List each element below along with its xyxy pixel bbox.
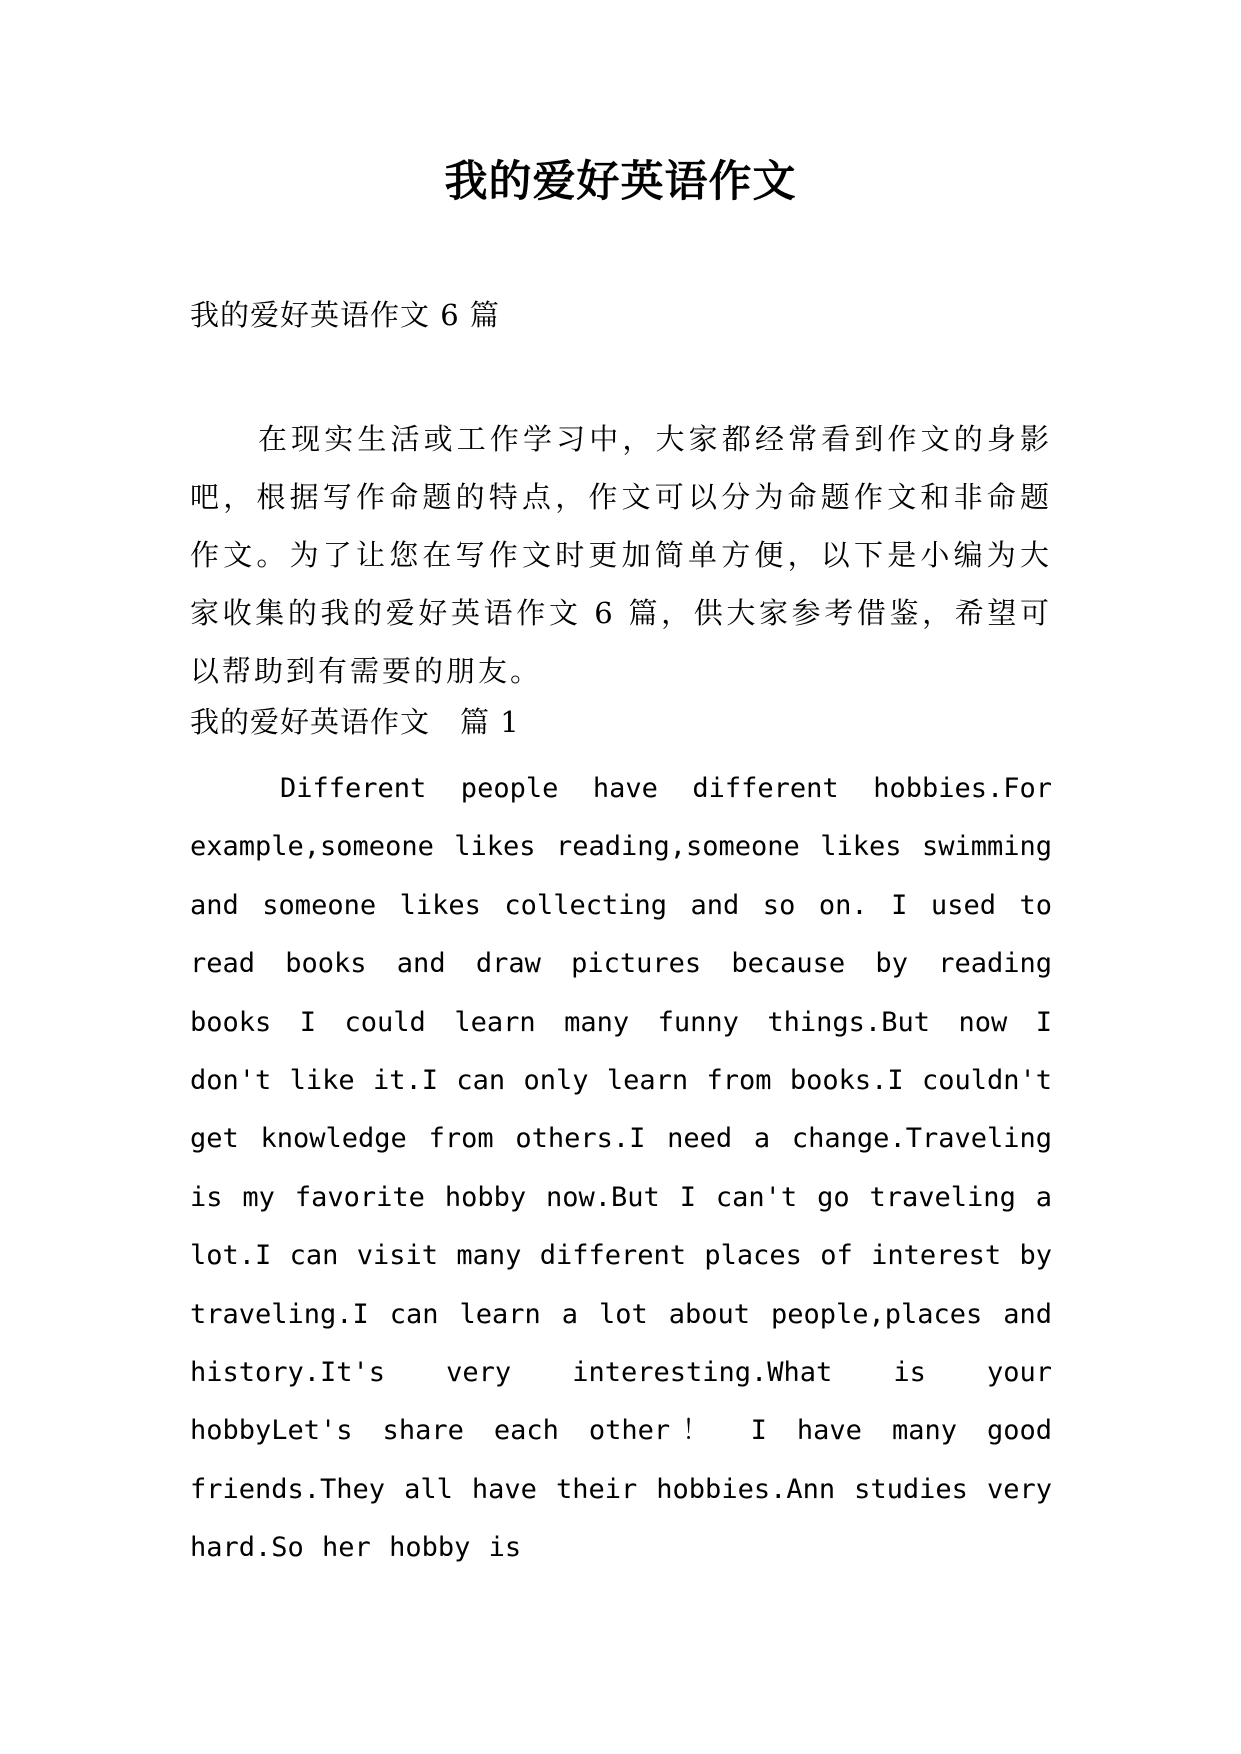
document-title: 我的爱好英语作文 [444,157,797,207]
document-subtitle: 我的爱好英语作文 6 篇 [190,298,500,332]
section-heading: 我的爱好英语作文 篇 1 [190,705,520,739]
intro-paragraph: 在现实生活或工作学习中，大家都经常看到作文的身影吧，根据写作命题的特点，作文可以分为命题作文和非命题作文。为了让您在写作文时更加简单方便，以下是小编为大家收集的我的爱好英语作文 6 篇，供大家参考借鉴，希望可以帮助到有需要的朋友。 [190,422,1052,688]
essay-paragraph: Different people have different hobbies.For example,someone likes reading,someone likes swimming and someone likes collecting and so on. I used to read books and draw pictures because by reading books I could learn many funny things.But now I don't like it.I can only learn from books.I couldn't get knowledge from others.I need a change.Traveling is my favorite hobby now.But I can't go traveling a lot.I can visit many different places of interest by traveling.I can learn a lot about people,places and history.It's very interesting.What is your hobbyLet's share each other！ I have many good friends.They all have their hobbies.Ann studies very hard.So her hobby is [190,773,1052,1564]
